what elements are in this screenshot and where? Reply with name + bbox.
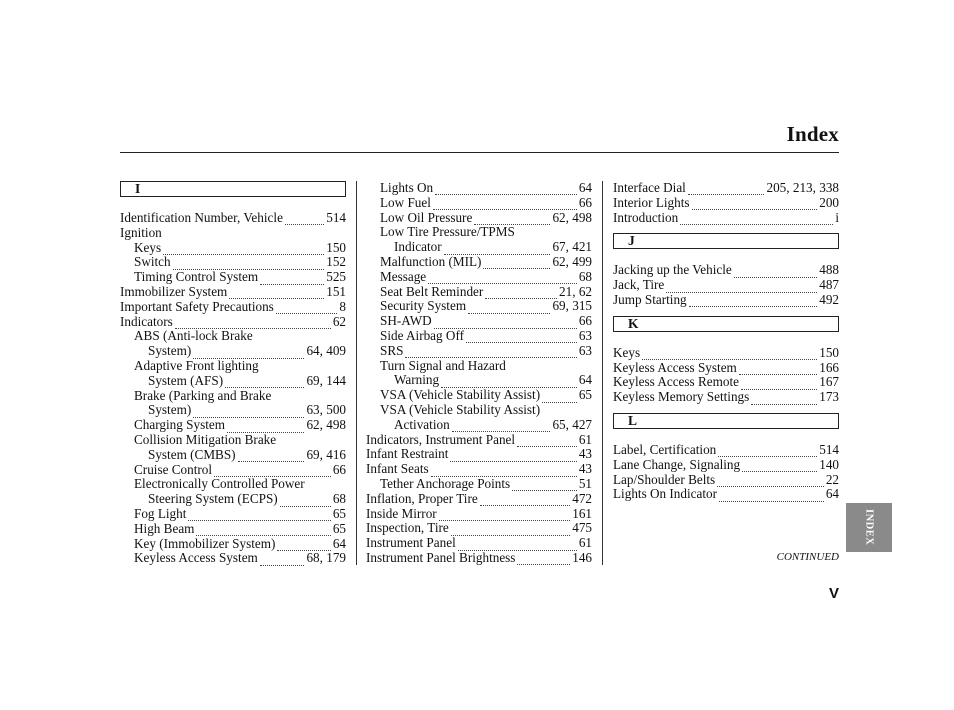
dot-leader [433,200,577,210]
index-entry [366,507,592,522]
index-entry [120,270,346,285]
index-entry [366,521,592,536]
entry-page-ref: 65, 427 [552,416,592,432]
dot-leader [466,333,577,343]
dot-leader [751,395,817,405]
side-tab-label: INDEX [863,509,875,546]
index-entry [366,477,592,492]
dot-leader [193,349,304,359]
entry-text: Turn Signal and Hazard [380,357,506,373]
entry-page-ref: 64 [332,535,346,551]
dot-leader [163,245,324,255]
entry-text: Important Safety Precautions [120,298,274,314]
dot-leader [285,215,324,225]
entry-page-ref: 69, 416 [306,446,346,462]
index-entry [366,196,592,211]
index-entry [120,492,346,507]
dot-leader [444,245,551,255]
entry-text: Inspection, Tire [366,520,449,536]
entry-text: Seat Belt Reminder [380,283,484,299]
entry-text: System) [148,343,192,359]
dot-leader [517,437,577,447]
dot-leader [405,348,576,358]
entry-page-ref: i [835,209,839,225]
index-entry [366,285,592,300]
index-entry [120,241,346,256]
section-letter-heading: J [613,233,839,249]
entry-text: Keyless Memory Settings [613,389,750,405]
dot-leader [512,481,577,491]
dot-leader [229,289,324,299]
entry-text: Lights On Indicator [613,486,718,502]
entry-page-ref: 66 [578,194,592,210]
entry-text: Fog Light [134,505,187,521]
index-entry [613,278,839,293]
index-entry [366,492,592,507]
entry-page-ref: 472 [572,490,592,506]
dot-leader [428,274,577,284]
entry-text: Infant Restraint [366,446,449,462]
dot-leader [692,200,818,210]
entry-page-ref: 51 [578,475,592,491]
entry-page-ref: 64 [578,372,592,388]
dot-leader [173,260,325,270]
entry-page-ref: 67, 421 [552,239,592,255]
index-entry [120,403,346,418]
entry-text: VSA (Vehicle Stability Assist) [380,387,541,403]
index-entry [120,433,346,448]
entry-page-ref: 200 [819,194,839,210]
index-entry [120,226,346,241]
entry-page-ref: 475 [572,520,592,536]
entry-page-ref: 492 [819,291,839,307]
index-entry [120,359,346,374]
entry-text: Electronically Controlled Power [134,476,305,492]
entry-text: Message [380,268,427,284]
index-entry [120,522,346,537]
entry-text: System (AFS) [148,372,224,388]
entry-text: Brake (Parking and Brake [134,387,272,403]
dot-leader [517,555,570,565]
dot-leader [441,378,577,388]
index-entry [366,225,592,240]
index-entry [366,536,592,551]
entry-text: Interior Lights [613,194,690,210]
entry-page-ref: 66 [332,461,346,477]
entry-page-ref: 61 [578,431,592,447]
entry-text: Jack, Tire [613,277,665,293]
index-entry [120,418,346,433]
index-column-3 [613,181,839,502]
dot-leader [474,215,550,225]
entry-page-ref: 62, 498 [552,209,592,225]
entry-text: Timing Control System [134,269,259,285]
entry-text: Malfunction (MIL) [380,253,482,269]
entry-page-ref: 65 [578,387,592,403]
dot-leader [196,526,330,536]
entry-text: Ignition [120,224,162,240]
index-entry [120,448,346,463]
index-entry [366,255,592,270]
section-letter-heading: K [613,316,839,332]
index-entry [613,263,839,278]
entry-page-ref: 69, 144 [306,372,346,388]
entry-page-ref: 68, 179 [306,550,346,566]
entry-text: Indicator [394,239,442,255]
entry-text: Switch [134,254,171,270]
entry-text: SRS [380,342,404,358]
index-entry [120,329,346,344]
index-entry [613,443,839,458]
dot-leader [225,378,304,388]
dot-leader [431,467,577,477]
index-entry [613,211,839,226]
entry-page-ref: 22 [825,471,839,487]
entry-page-ref: 64 [825,486,839,502]
index-entry [613,361,839,376]
entry-page-ref: 140 [819,456,839,472]
entry-text: Adaptive Front lighting [134,357,259,373]
dot-leader [214,467,331,477]
entry-page-ref: 514 [326,210,346,225]
dot-leader [260,275,324,285]
dot-leader [238,452,305,462]
entry-page-ref: 43 [578,461,592,477]
index-entry [613,293,839,308]
index-entry [366,403,592,418]
entry-page-ref: 68 [578,268,592,284]
entry-page-ref: 62, 499 [552,253,592,269]
index-entry [120,477,346,492]
dot-leader [642,350,817,360]
dot-leader [742,462,817,472]
entry-page-ref: 167 [819,374,839,390]
entry-text: Steering System (ECPS) [148,491,278,507]
entry-text: Immobilizer System [120,283,228,299]
header-rule [120,152,839,153]
index-entry [613,181,839,196]
entry-text: Keys [613,344,641,360]
entry-text: Infant Seats [366,461,429,477]
index-entry [366,373,592,388]
entry-text: Lap/Shoulder Belts [613,471,716,487]
dot-leader [175,319,331,329]
dot-leader [666,283,817,293]
dot-leader [276,304,338,314]
entry-text: Instrument Panel Brightness [366,549,516,565]
entry-page-ref: 61 [578,535,592,551]
dot-leader [434,319,577,329]
index-entry [366,314,592,329]
entry-page-ref: 161 [572,505,592,521]
entry-page-ref: 487 [819,277,839,293]
index-entry [366,359,592,374]
index-column-1 [120,181,346,566]
entry-page-ref: 66 [578,313,592,329]
dot-leader [734,268,817,278]
section-gap [613,405,839,413]
entry-text: Low Tire Pressure/TPMS [380,224,515,240]
dot-leader [439,511,571,521]
entry-page-ref: 8 [339,298,346,314]
dot-leader [260,556,305,566]
entry-text: Identification Number, Vehicle [120,210,283,225]
index-entry [120,211,346,226]
entry-text: Jacking up the Vehicle [613,262,732,278]
index-side-tab [846,503,892,552]
dot-leader [480,496,570,506]
index-entry [120,551,346,566]
column-divider [602,181,603,565]
entry-page-ref: 68 [332,491,346,507]
entry-text: Indicators, Instrument Panel [366,431,516,447]
dot-leader [718,447,817,457]
entry-page-ref: 150 [819,344,839,360]
index-entry [120,285,346,300]
entry-text: Key (Immobilizer System) [134,535,276,551]
page-title: Index [786,122,839,146]
dot-leader [188,511,330,521]
index-entry [120,389,346,404]
entry-text: Low Oil Pressure [380,209,473,225]
entry-text: ABS (Anti-lock Brake [134,328,253,344]
index-entry [120,344,346,359]
entry-page-ref: 173 [819,389,839,405]
entry-text: Charging System [134,417,225,433]
dot-leader [717,477,824,487]
index-entry [613,196,839,211]
entry-page-ref: 514 [819,441,839,457]
index-entry [366,270,592,285]
dot-leader [485,289,557,299]
entry-page-ref: 150 [326,239,346,255]
entry-text: Activation [394,416,450,432]
dot-leader [280,497,331,507]
dot-leader [719,492,824,502]
dot-leader [680,215,833,225]
entry-text: Inflation, Proper Tire [366,490,478,506]
entry-page-ref: 525 [326,269,346,285]
entry-page-ref: 62 [332,313,346,329]
entry-text: Collision Mitigation Brake [134,431,277,447]
entry-text: Interface Dial [613,180,686,195]
entry-text: VSA (Vehicle Stability Assist) [380,401,541,417]
index-entry [366,447,592,462]
entry-text: Lane Change, Signaling [613,456,741,472]
entry-text: Cruise Control [134,461,213,477]
section-gap [613,225,839,233]
entry-text: System (CMBS) [148,446,236,462]
entry-text: Lights On [380,180,434,195]
entry-page-ref: 21, 62 [559,283,592,299]
dot-leader [741,380,817,390]
entry-page-ref: 65 [332,505,346,521]
index-entry [366,299,592,314]
entry-text: Jump Starting [613,291,687,307]
index-entry [120,537,346,552]
entry-text: Introduction [613,209,679,225]
entry-page-ref: 63, 500 [306,402,346,418]
index-column-2 [366,181,592,566]
index-entry [366,240,592,255]
entry-text: Keyless Access System [134,550,258,566]
entry-text: Keys [134,239,162,255]
dot-leader [451,526,570,536]
entry-text: Instrument Panel [366,535,456,551]
entry-text: Indicators [120,313,173,329]
entry-text: SH-AWD [380,313,432,329]
index-entry [366,211,592,226]
continued-label: CONTINUED [776,551,839,563]
entry-text: Keyless Access System [613,359,737,375]
entry-text: Keyless Access Remote [613,374,739,390]
index-entry [120,315,346,330]
index-entry [120,463,346,478]
section-gap [613,308,839,316]
entry-page-ref: 43 [578,446,592,462]
entry-text: Label, Certification [613,441,717,457]
entry-page-ref: 146 [572,549,592,565]
entry-text: Security System [380,298,467,314]
index-entry [366,181,592,196]
entry-text: System) [148,402,192,418]
column-divider [356,181,357,565]
index-entry [366,462,592,477]
dot-leader [227,423,304,433]
dot-leader [458,541,577,551]
dot-leader [277,541,330,551]
dot-leader [739,365,817,375]
index-entry [613,375,839,390]
section-letter-heading: I [120,181,346,197]
index-entry [366,418,592,433]
dot-leader [435,185,577,195]
index-entry [120,374,346,389]
entry-page-ref: 63 [578,327,592,343]
index-entry [120,507,346,522]
entry-text: Low Fuel [380,194,431,210]
index-entry [120,255,346,270]
entry-page-ref: 69, 315 [552,298,592,314]
dot-leader [483,259,550,269]
index-entry [366,329,592,344]
entry-page-ref: 152 [326,254,346,270]
index-entry [366,433,592,448]
entry-text: Side Airbag Off [380,327,464,343]
section-letter-heading: L [613,413,839,429]
entry-text: High Beam [134,520,195,536]
entry-page-ref: 63 [578,342,592,358]
index-entry [613,346,839,361]
entry-page-ref: 151 [326,283,346,299]
entry-page-ref: 65 [332,520,346,536]
dot-leader [542,393,577,403]
index-entry [366,551,592,566]
index-entry [613,487,839,502]
dot-leader [468,304,550,314]
entry-page-ref: 488 [819,262,839,278]
dot-leader [689,297,818,307]
entry-page-ref: 62, 498 [306,417,346,433]
entry-text: Tether Anchorage Points [380,475,511,491]
entry-page-ref: 205, 213, 338 [766,180,839,195]
entry-page-ref: 166 [819,359,839,375]
index-entry [366,344,592,359]
dot-leader [193,408,304,418]
index-entry [613,473,839,488]
entry-text: Warning [394,372,440,388]
index-entry [613,458,839,473]
entry-page-ref: 64, 409 [306,343,346,359]
dot-leader [688,185,765,195]
dot-leader [452,422,551,432]
entry-page-ref: 64 [578,180,592,195]
index-entry [120,300,346,315]
entry-text: Inside Mirror [366,505,437,521]
dot-leader [450,452,576,462]
index-entry [366,388,592,403]
page-number: V [828,585,839,602]
index-entry [613,390,839,405]
